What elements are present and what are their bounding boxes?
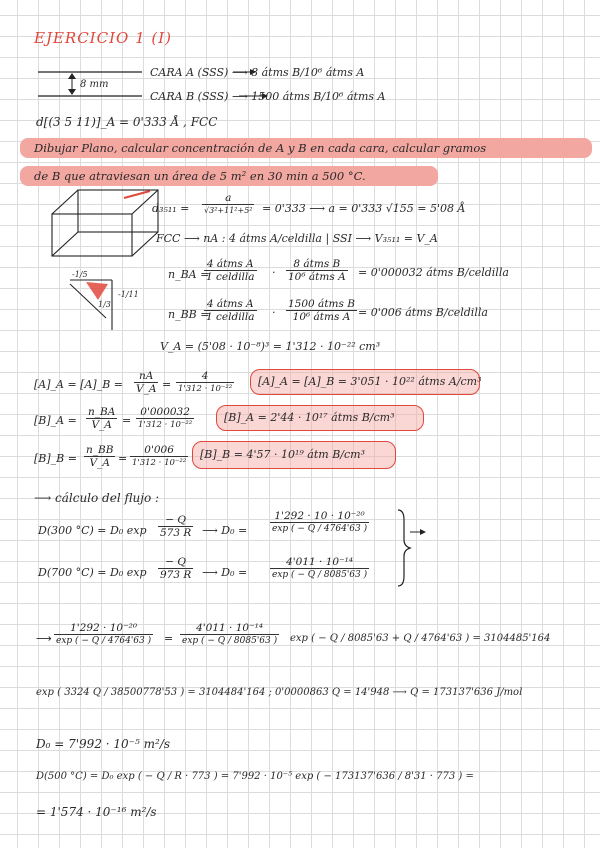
brace-arrow-head [420,529,426,535]
spacing-text: d[(3 5 11)]_A = 0'333 Å , FCC [36,115,218,129]
d-den: √3²+11²+5² [204,206,253,215]
nba-label: n_BA = [168,268,210,281]
eq-arrow: ⟶ [36,632,52,645]
d700-left: D(700 °C) = D₀ exp [38,566,147,579]
eq-num2: 4'011 · 10⁻¹⁴ [180,622,279,635]
eq-den1: exp ( − Q / 4764'63 ) [56,636,152,646]
system-brace [398,510,410,586]
d500-line: D(500 °C) = D₀ exp ( − Q / R · 773 ) = 7'992 · 10⁻⁵ exp ( − 173137'636 / 8'31 · 773 ) = [36,771,474,782]
axis-label-b: 1/3 [98,300,111,309]
cube-diagram [52,190,158,256]
task-line-2: de B que atraviesan un área de 5 m² en 30 min a 500 °C. [34,169,366,183]
conc-a-eq: = [162,378,172,391]
flux-heading: ⟶ cálculo del flujo : [34,491,160,505]
nbb-f1-num: 4 átms A [204,298,257,311]
conc-ba-frac [86,406,117,431]
face-b-text: CARA B (SSS) ⟶ 1500 átms B/10⁶ átms A [150,90,386,103]
distance-label: 8 mm [80,79,109,90]
conc-bb-frac [84,444,115,469]
conc-ba-eq: = [122,414,132,427]
nbb-f2-den: 10⁶ átms A [292,311,351,323]
d300-num: 1'292 · 10 · 10⁻²⁰ [270,510,369,523]
conc-bb-den2: 1'312 · 10⁻²² [132,458,187,468]
nbb-f2-num: 1500 átms B [288,298,355,310]
eq-rhs: exp ( − Q / 8085'63 + Q / 4764'63 ) = 3104485'164 [290,633,551,644]
face-a-text: CARA A (SSS) ⟶ 8 átms B/10⁶ átms A [150,66,365,79]
conc-ba-num: n_BA [88,406,116,418]
task-line-1: Dibujar Plano, calcular concentración de A y B en cada cara, calcular gramos [34,141,487,155]
d-label: d₃₅₁₁ = [152,202,190,215]
nba-f2-num: 8 átms B [286,258,348,271]
nbb-frac-2 [286,298,357,323]
nba-result: = 0'000032 átms B/celdilla [358,266,509,279]
nba-frac-1 [204,258,257,283]
va-line: V_A = (5'08 · 10⁻⁸)³ = 1'312 · 10⁻²² cm³ [160,340,381,353]
d300-arrow: ⟶ D₀ = [202,524,248,537]
conc-a-den: V_A [136,383,157,395]
conc-ba-den2: 1'312 · 10⁻²² [138,420,193,430]
conc-a-label: [A]_A = [A]_B = [34,378,124,391]
d300-exp [158,514,193,539]
nba-f2-den: 10⁶ átms A [288,271,346,283]
conc-ba-den: V_A [91,419,112,431]
d700-num: 4'011 · 10⁻¹⁴ [270,556,369,569]
conc-a-result: [A]_A = [A]_B = 3'051 · 10²² átms A/cm³ [258,375,482,388]
nbb-result: = 0'006 átms B/celdilla [358,306,488,319]
d-fraction [202,192,254,217]
d700-exp [158,556,193,581]
nba-frac-2 [286,258,348,283]
d700-den: exp ( − Q / 8085'63 ) [272,570,368,580]
conc-a-den2: 1'312 · 10⁻²² [178,384,233,394]
exp-line: exp ( 3324 Q / 38500778'53 ) = 3104484'164 ; 0'0000863 Q = 14'948 ⟶ Q = 173137'636 J/mol [36,687,523,698]
conc-ba-num2: 0'000032 [136,406,194,419]
conc-bb-den: V_A [89,457,110,469]
fcc-line: FCC ⟶ nA : 4 átms A/celdilla | SSI ⟶ V₃₅₁₁ = V_A [156,232,438,245]
nba-dot: · [272,266,276,279]
d700-frac [270,556,369,581]
eq-frac-2 [180,622,279,647]
d-num: a [202,192,254,205]
conc-bb-result: [B]_B = 4'57 · 10¹⁹ átm B/cm³ [200,448,365,461]
d300-exp-den: 573 R [160,527,192,539]
conc-bb-num: n_BB [86,444,114,456]
d300-frac [270,510,369,535]
eq-frac-1 [54,622,153,647]
nba-f1-den: 1 celdilla [206,271,255,283]
d300-den: exp ( − Q / 4764'63 ) [272,524,368,534]
conc-a-num: nA [134,370,158,383]
conc-a-frac [134,370,158,395]
conc-ba-frac-2 [136,406,194,431]
conc-bb-label: [B]_B = [34,452,77,465]
axis-label-c: -1/11 [118,290,139,299]
eq-num1: 1'292 · 10⁻²⁰ [54,622,153,635]
conc-bb-num2: 0'006 [130,444,188,457]
axis-label-a: -1/5 [72,270,88,279]
d500-result: = 1'574 · 10⁻¹⁶ m²/s [36,805,157,819]
d0-result: D₀ = 7'992 · 10⁻⁵ m²/s [36,737,171,751]
distance-arrow-head-down [68,89,76,95]
eq-den2: exp ( − Q / 8085'63 ) [182,636,278,646]
conc-bb-frac-2 [130,444,188,469]
d700-arrow: ⟶ D₀ = [202,566,248,579]
conc-ba-label: [B]_A = [34,414,77,427]
nbb-label: n_BB = [168,308,210,321]
d-rest: = 0'333 ⟶ a = 0'333 √155 = 5'08 Å [262,202,466,215]
nba-f1-num: 4 átms A [204,258,257,271]
nbb-frac-1 [204,298,257,323]
d300-left: D(300 °C) = D₀ exp [38,524,147,537]
eq-equals: = [164,632,174,645]
conc-bb-eq: = [118,452,128,465]
conc-a-num2: 4 [176,370,234,383]
nbb-f1-den: 1 celdilla [206,311,255,323]
conc-ba-result: [B]_A = 2'44 · 10¹⁷ átms B/cm³ [224,411,395,424]
nbb-dot: · [272,306,276,319]
d700-exp-den: 973 R [160,569,192,581]
d300-exp-num: − Q [158,514,193,527]
conc-a-frac-2 [176,370,234,395]
page-title: EJERCICIO 1 (I) [34,29,173,47]
distance-arrow-head-up [68,73,76,79]
d700-exp-num: − Q [158,556,193,569]
